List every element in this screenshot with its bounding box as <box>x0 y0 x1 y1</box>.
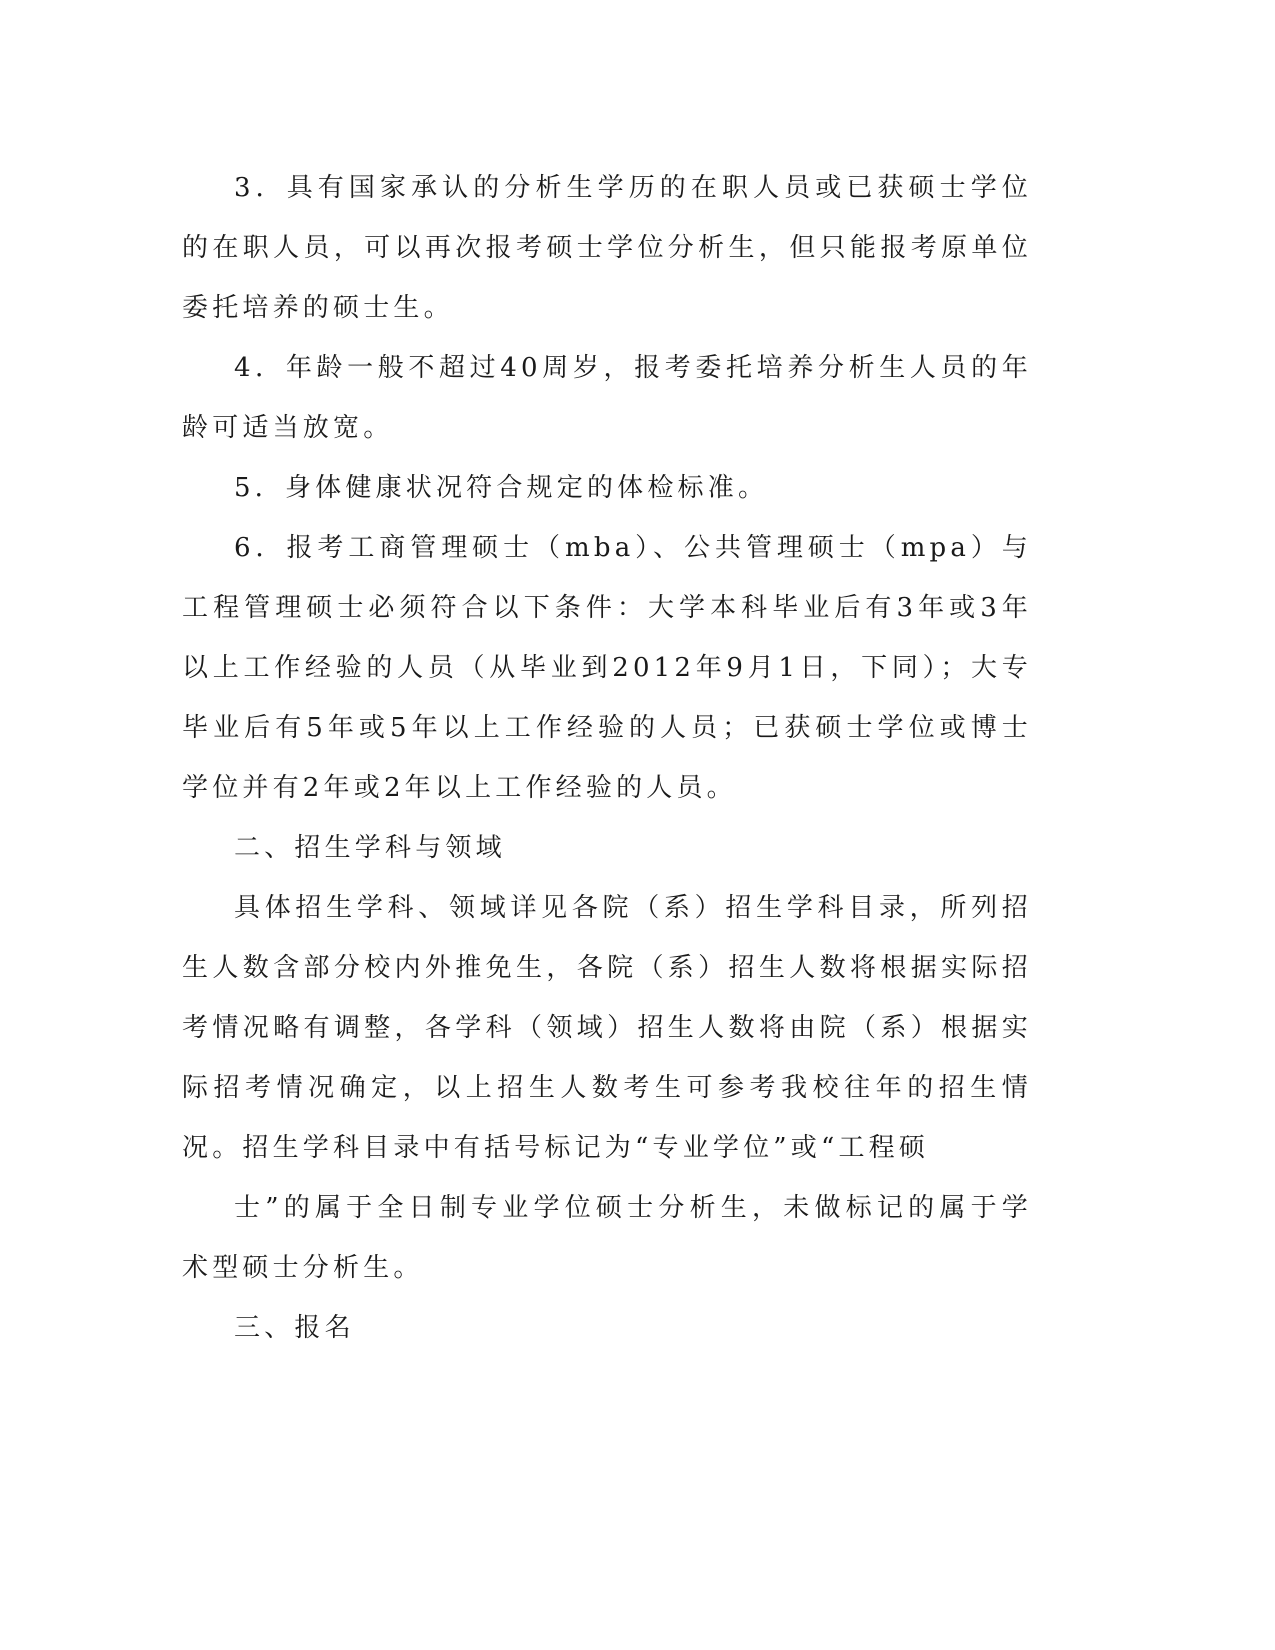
paragraph-item-3: 3．具有国家承认的分析生学历的在职人员或已获硕士学位的在职人员，可以再次报考硕士学位分析生，但只能报考原单位委托培养的硕士生。 <box>182 173 1032 323</box>
document-body <box>182 158 1032 1358</box>
paragraph-item-4: 4．年龄一般不超过40周岁，报考委托培养分析生人员的年龄可适当放宽。 <box>182 353 1032 443</box>
section-heading-3: 三、报名 <box>234 1313 355 1343</box>
paragraph-item-6: 6．报考工商管理硕士（mba）、公共管理硕士（mpa）与工程管理硕士必须符合以下条件：大学本科毕业后有3年或3年以上工作经验的人员（从毕业到2012年9月1日，下同）；大专毕业后有5年或5年以上工作经验的人员；已获硕士学位或博士学位并有2年或2年以上工作经验的人员。 <box>182 533 1032 803</box>
paragraph-disciplines: 具体招生学科、领域详见各院（系）招生学科目录，所列招生人数含部分校内外推免生，各院（系）招生人数将根据实际招考情况略有调整，各学科（领域）招生人数将由院（系）根据实际招考情况确定，以上招生人数考生可参考我校往年的招生情况。招生学科目录中有括号标记为“专业学位”或“工程硕 <box>182 893 1032 1163</box>
paragraph-item-5: 5．身体健康状况符合规定的体检标准。 <box>234 473 769 503</box>
paragraph-disciplines-continued: 士”的属于全日制专业学位硕士分析生，未做标记的属于学术型硕士分析生。 <box>182 1193 1032 1283</box>
section-heading-2: 二、招生学科与领域 <box>234 833 506 863</box>
